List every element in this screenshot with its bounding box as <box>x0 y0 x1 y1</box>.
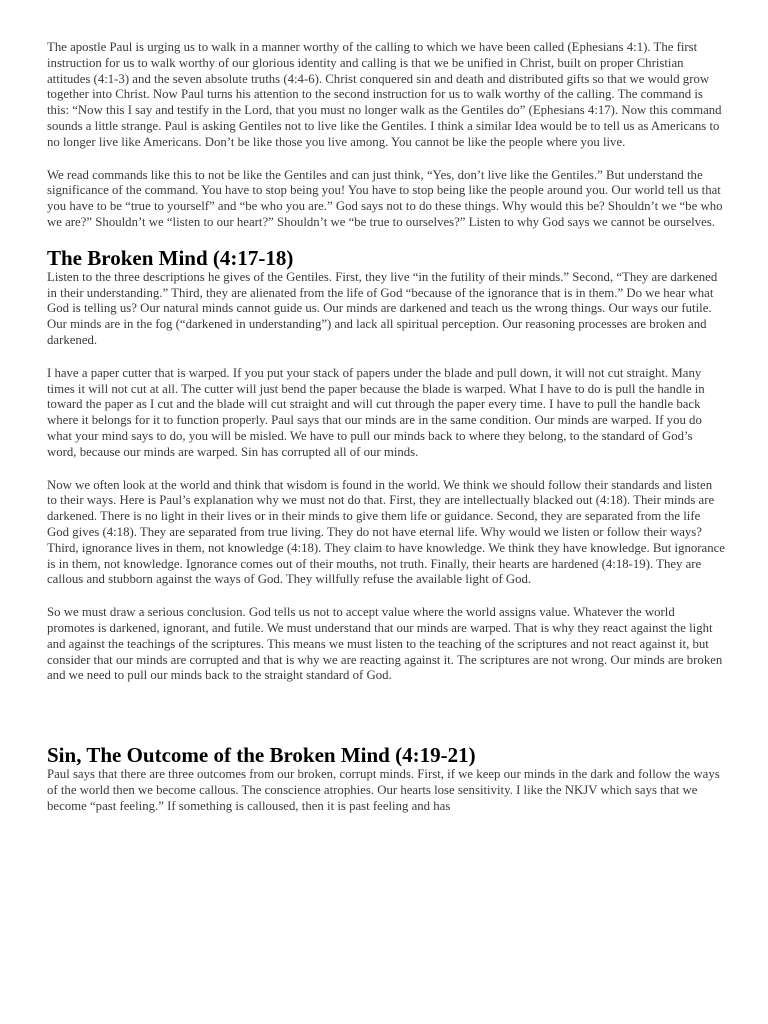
intro-paragraph-2: We read commands like this to not be like the Gentiles and can just think, “Yes, don’t live like the Gentiles.” But understand the significance of the command. You have to stop being you! You have to stop being like the people around you. Our world tell us that you have to be “true to yourself” and “be who you are.” God says not to do these things. Why would this be? Shouldn’t we “be who we are?” Shouldn’t we “listen to our heart?” Shouldn’t we “be true to ourselves?” Listen to why God says we cannot be ourselves. <box>47 167 723 229</box>
section-heading-sin-outcome: Sin, The Outcome of the Broken Mind (4:19-21) <box>47 743 476 768</box>
document-page <box>47 40 725 814</box>
section2-paragraph-1: Paul says that there are three outcomes from our broken, corrupt minds. First, if we keep our minds in the dark and follow the ways of the world then we become callous. The conscience atrophies. Our hearts lose sensitivity. I like the NKJV which says that we become “past feeling.” If something is calloused, then it is past feeling and has <box>47 767 720 813</box>
section1-paragraph-3: Now we often look at the world and think that wisdom is found in the world. We think we should follow their standards and listen to their ways. Here is Paul’s explanation why we must not do that. First, they are intellectually blacked out (4:18). Their minds are darkened. There is no light in their lives or in their minds to give them life or guidance. Second, they are separated from the life God gives (4:18). They are separated from true living. They do not have eternal life. Why would we listen or follow their ways? Third, ignorance lives in them, not knowledge (4:18). They claim to have knowledge. We think they have knowledge. But ignorance is in them, not knowledge. Ignorance comes out of their mouths, not truth. Finally, their hearts are hardened (4:18-19). They are callous and stubborn against the ways of God. They willfully refuse the available light of God. <box>47 477 725 587</box>
intro-paragraph-1: The apostle Paul is urging us to walk in a manner worthy of the calling to which we have been called (Ephesians 4:1). The first instruction for us to walk worthy of our glorious identity and calling is that we be unified in Christ, built on proper Christian attitudes (4:1-3) and the seven absolute truths (4:4-6). Christ conquered sin and death and distributed gifts so that we would grow together into Christ. Now Paul turns his attention to the second instruction for us to walk worthy of the calling. The command is this: “Now this I say and testify in the Lord, that you must no longer walk as the Gentiles do” (Ephesians 4:17). Now this command sounds a little strange. Paul is asking Gentiles not to live like the Gentiles. I think a similar Idea would be to tell us as Americans to no longer live like Americans. Don’t be like those you live among. You cannot be like the people where you live. <box>47 40 722 149</box>
section1-paragraph-4: So we must draw a serious conclusion. God tells us not to accept value where the world assigns value. Whatever the world promotes is darkened, ignorant, and futile. We must understand that our minds are warped. That is why they react against the light and against the teachings of the scriptures. This means we must listen to the teaching of the scriptures and not react against it, but consider that our minds are corrupted and that is why we are reacting against it. The scriptures are not wrong. Our minds are broken and we need to pull our minds back to the straight standard of God. <box>47 605 723 683</box>
section1-paragraph-1: Listen to the three descriptions he gives of the Gentiles. First, they live “in the futility of their minds.” Second, “They are darkened in their understanding.” Third, they are alienated from the life of God “because of the ignorance that is in them.” Do we hear what God is telling us? Our natural minds cannot guide us. Our minds are darkened and teach us the wrong things. Our ways our futile. Our minds are in the fog (“darkened in understanding”) and lack all spiritual perception. Our reasoning processes are broken and darkened. <box>47 269 718 347</box>
section-heading-broken-mind: The Broken Mind (4:17-18) <box>47 245 294 270</box>
section1-paragraph-2: I have a paper cutter that is warped. If you put your stack of papers under the blade and pull down, it will not cut straight. Many times it will not cut at all. The cutter will just bend the paper because the blade is warped. What I have to do is pull the handle in toward the paper as I cut and the blade will cut straight and will cut through the paper every time. I have to pull the handle back where it belongs for it to function properly. Paul says that our minds are in the same condition. Our minds are warped. If you do what your mind says to do, you will be misled. We have to pull our minds back to where they belong, to the standard of God’s word, because our minds are warped. Sin has corrupted all of our minds. <box>47 365 705 459</box>
